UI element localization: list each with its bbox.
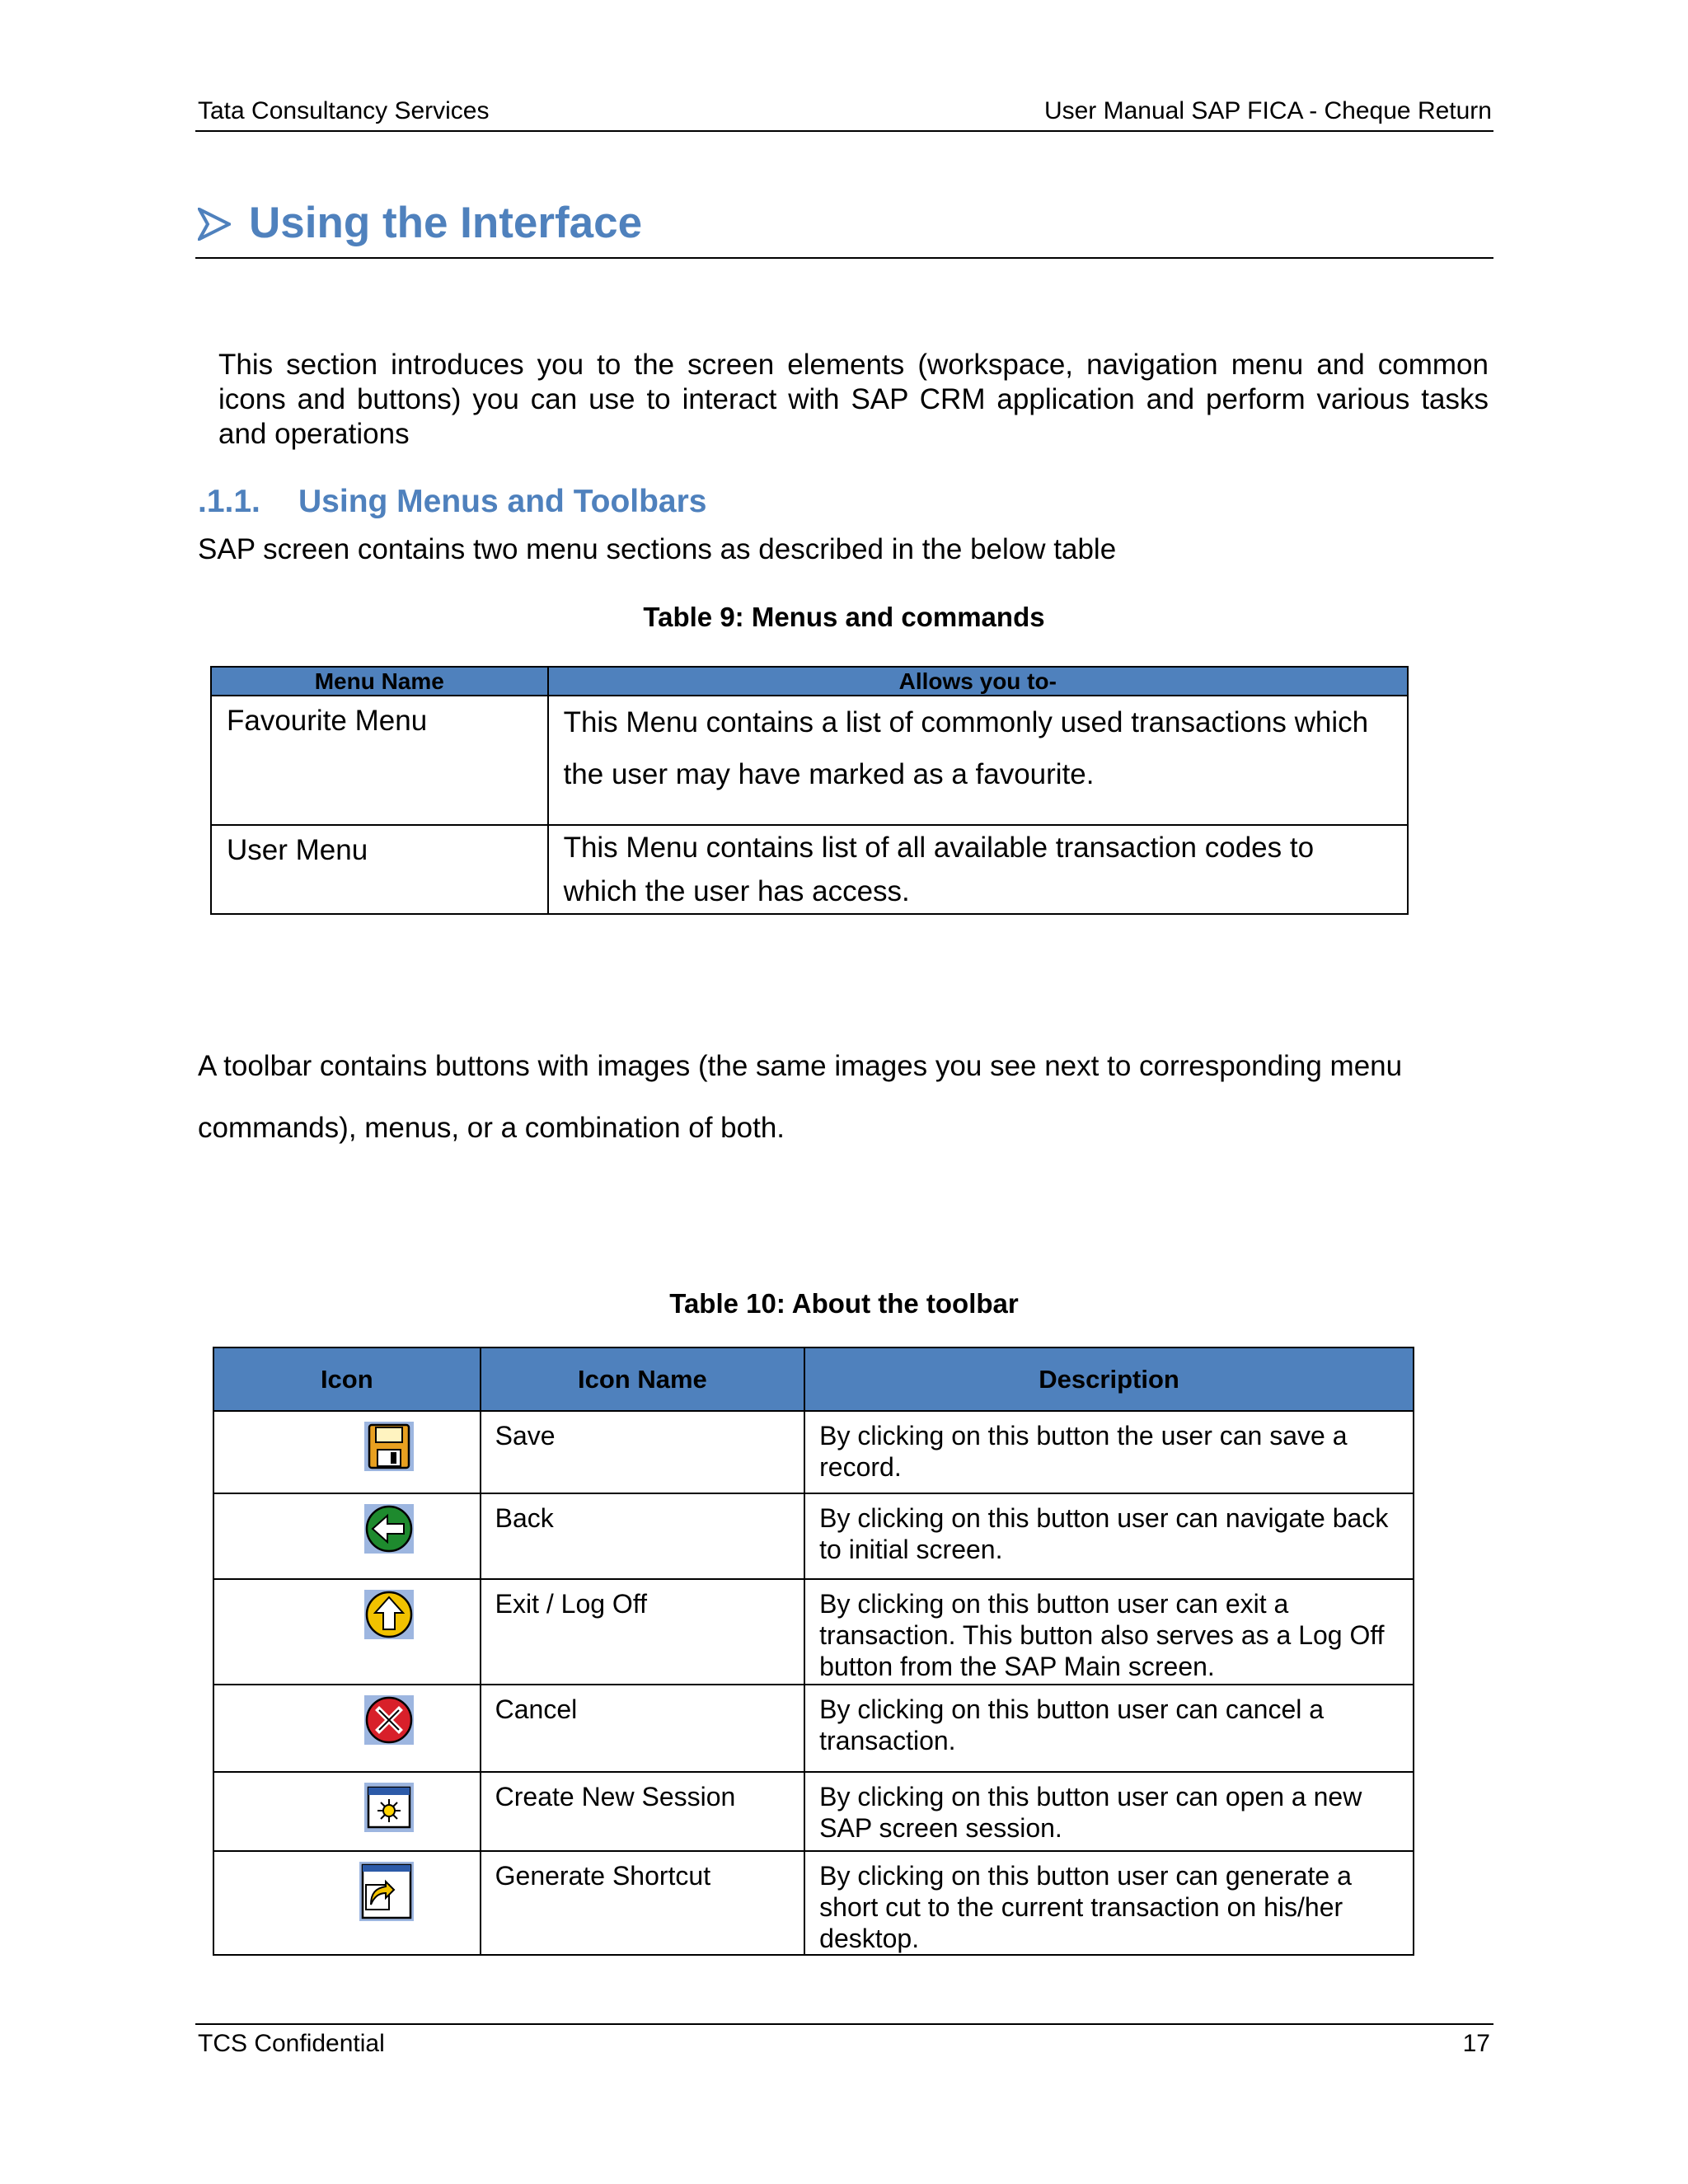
table-row <box>213 1772 1414 1851</box>
table-row <box>211 825 1408 914</box>
footer-left: TCS Confidential <box>198 2030 385 2057</box>
subsection-lead: SAP screen contains two menu sections as described in the below table <box>198 533 1117 565</box>
icon-cell <box>213 1685 481 1772</box>
icon-name-cell: Save <box>481 1411 805 1493</box>
create-session-icon <box>363 1781 415 1834</box>
section-intro: This section introduces you to the screen elements (workspace, navigation menu and common icons and buttons) you can use to interact with SAP CRM application and perform various tasks and operations <box>218 349 1489 450</box>
table10-header-description: Description <box>804 1347 1414 1411</box>
table10-caption: Table 10: About the toolbar <box>669 1288 1019 1319</box>
subsection-number: .1.1. <box>198 484 260 519</box>
icon-description-cell: By clicking on this button the user can save a record. <box>804 1411 1414 1493</box>
table-row <box>211 696 1408 825</box>
header-right: User Manual SAP FICA - Cheque Return <box>1043 97 1492 124</box>
table10-header-icon-name: Icon Name <box>481 1347 805 1411</box>
icon-description-cell: By clicking on this button user can navigate back to initial screen. <box>804 1493 1414 1579</box>
cancel-icon <box>363 1694 415 1746</box>
icon-name-cell: Create New Session <box>481 1772 805 1851</box>
menu-description-cell: This Menu contains a list of commonly used transactions which the user may have marked as a favourite. <box>548 696 1408 825</box>
back-icon <box>363 1502 415 1555</box>
table-row <box>213 1579 1414 1685</box>
icon-cell <box>213 1851 481 1955</box>
table9-header-allows: Allows you to- <box>548 667 1408 696</box>
icon-cell <box>213 1579 481 1685</box>
icon-description-cell: By clicking on this button user can cancel a transaction. <box>804 1685 1414 1772</box>
header-rule <box>195 130 1493 132</box>
section-heading <box>198 198 642 251</box>
menu-name-cell: Favourite Menu <box>211 696 548 825</box>
icon-cell <box>213 1772 481 1851</box>
table9-header-menu-name: Menu Name <box>211 667 548 696</box>
section-rule <box>195 257 1493 259</box>
icon-cell <box>213 1411 481 1493</box>
icon-name-cell: Cancel <box>481 1685 805 1772</box>
icon-description-cell: By clicking on this button user can generate a short cut to the current transaction on his/her desktop. <box>804 1851 1414 1955</box>
icon-name-cell: Generate Shortcut <box>481 1851 805 1955</box>
save-icon <box>363 1420 415 1473</box>
exit-icon <box>363 1588 415 1641</box>
footer-rule <box>195 2023 1493 2025</box>
subsection-heading <box>198 484 706 520</box>
icon-name-cell: Exit / Log Off <box>481 1579 805 1685</box>
subsection-title: Using Menus and Toolbars <box>298 484 707 519</box>
table10-header-icon: Icon <box>213 1347 481 1411</box>
icon-description-cell: By clicking on this button user can open a new SAP screen session. <box>804 1772 1414 1851</box>
table9-caption: Table 9: Menus and commands <box>643 602 1045 632</box>
menus-table <box>210 666 1409 915</box>
section-title: Using the Interface <box>249 199 643 247</box>
page-number: 17 <box>1462 2030 1490 2057</box>
toolbar-table <box>213 1347 1414 1956</box>
table-row <box>213 1411 1414 1493</box>
toolbar-paragraph: A toolbar contains buttons with images (the same images you see next to corresponding menu commands), menus, or a combination of both. <box>198 1050 1403 1144</box>
icon-name-cell: Back <box>481 1493 805 1579</box>
header-left: Tata Consultancy Services <box>198 97 490 124</box>
arrow-bullet-icon <box>198 201 231 251</box>
generate-shortcut-icon <box>358 1860 415 1923</box>
icon-description-cell: By clicking on this button user can exit a transaction. This button also serves as a Log Off button from the SAP Main screen. <box>804 1579 1414 1685</box>
table-row <box>213 1493 1414 1579</box>
table-row <box>213 1851 1414 1955</box>
menu-name-cell: User Menu <box>211 825 548 914</box>
table-row <box>213 1685 1414 1772</box>
icon-cell <box>213 1493 481 1579</box>
menu-description-cell: This Menu contains list of all available transaction codes to which the user has access. <box>548 825 1408 914</box>
